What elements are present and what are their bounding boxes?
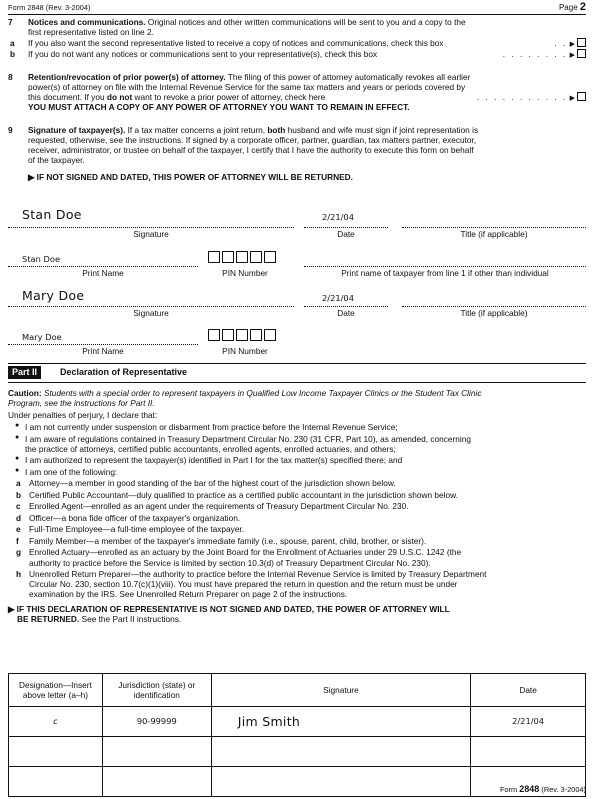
caption-title-1: Title (if applicable) (460, 229, 528, 239)
category-c: c Enrolled Agent—enrolled as an agent under the requirements of Treasury Department Circular No. 230. (16, 501, 409, 512)
caption-signature-2: Signature (133, 308, 169, 318)
line-7a: a If you also want the second representative listed to receive a copy of notices and communications, check this box . . ▶ (8, 38, 586, 48)
list-item: ● I am aware of regulations contained in Treasury Department Circular No. 230 (31 CFR, Part 10), as amended, concerning the practice of attorneys, certified public accountants, enrolled agents, enrolled actuaries, and others; (8, 434, 586, 454)
date-cell[interactable] (471, 737, 586, 767)
category-g: g Enrolled Actuary—enrolled as an actuary by the Joint Board for the Enrollment of Actuaries under 29 U.S.C. 1242 (the authority to practice before the Service is limited by section 10.3(d) of Treasury Department Circular No. 230). (16, 547, 462, 568)
table-row (9, 707, 586, 737)
part-2-title: Declaration of Representative (60, 367, 188, 377)
print-name-value-2[interactable]: Mary Doe (22, 332, 62, 342)
representative-table (8, 673, 586, 797)
print-name-value-1[interactable]: Stan Doe (22, 254, 61, 264)
category-d: d Officer—a bona fide officer of the taxpayer's organization. (16, 512, 241, 523)
date-line-1 (304, 227, 388, 228)
signature-line-2 (8, 306, 294, 307)
header-signature: Signature (211, 674, 470, 707)
caption-print-name-2: Print Name (82, 346, 124, 356)
print-name-line-2 (8, 344, 198, 345)
signature-cell[interactable] (211, 767, 470, 797)
checkbox-8[interactable] (577, 92, 586, 101)
caption-signature-1: Signature (133, 229, 169, 239)
signature-cell[interactable] (211, 737, 470, 767)
checkbox-7b[interactable] (577, 49, 586, 58)
caption-title-2: Title (if applicable) (460, 308, 528, 318)
part-2-label: Part II (8, 366, 41, 379)
line-7b: b If you do not want any notices or communications sent to your representative(s), check this box . . . . . . . . ▶ (8, 49, 586, 59)
signature-value-1[interactable]: Stan Doe (22, 207, 82, 222)
page-header (8, 3, 586, 15)
jurisdiction-cell[interactable] (102, 737, 211, 767)
declaration-intro: Under penalties of perjury, I declare that: (8, 410, 158, 421)
category-e: e Full-Time Employee—a full-time employee of the taxpayer. (16, 524, 245, 535)
date-value-2[interactable]: 2/21/04 (322, 293, 354, 303)
caution-note: Caution: Students with a special order to represent taxpayers in Qualified Low Income Taxpayer Clinics or the Student Tax Clinic Program, see the instructions for Part II. (8, 388, 482, 409)
representative-categories (8, 478, 586, 599)
pin-boxes-1[interactable] (208, 251, 276, 263)
caption-print-name-1: Print Name (82, 268, 124, 278)
signature-warning: ▶ IF NOT SIGNED AND DATED, THIS POWER OF ATTORNEY WILL BE RETURNED. (28, 172, 353, 183)
designation-cell[interactable]: c (9, 707, 103, 737)
list-item: ● I am one of the following: (8, 467, 586, 477)
table-row (9, 767, 586, 797)
declaration-warning: ▶ IF THIS DECLARATION OF REPRESENTATIVE IS NOT SIGNED AND DATED, THE POWER OF ATTORNEY WILL BE RETURNED. See the Part II instructions. (8, 604, 450, 625)
table-header-row (9, 674, 586, 707)
caption-pin-1: PIN Number (222, 268, 268, 278)
pin-boxes-2[interactable] (208, 329, 276, 341)
date-line-2 (304, 306, 388, 307)
jurisdiction-cell[interactable] (102, 767, 211, 797)
date-value-1[interactable]: 2/21/04 (322, 212, 354, 222)
header-jurisdiction: Jurisdiction (state) or identification (102, 674, 211, 707)
designation-cell[interactable] (9, 767, 103, 797)
table-row (9, 737, 586, 767)
caption-print-taxpayer: Print name of taxpayer from line 1 if other than individual (341, 268, 549, 278)
title-line-2 (402, 306, 586, 307)
part-2-body (8, 388, 586, 625)
line-7: 7 Notices and communications. Original notices and other written communications will be sent to you and a copy to the first representative listed on line 2. a If you also want the second representative listed to receive a copy of notices and communications, check this box . . ▶ b If you do not want any notices or communications sent to your representative(s), check this box . . . . . . . . ▶ (8, 17, 586, 59)
title-line-1 (402, 227, 586, 228)
designation-cell[interactable] (9, 737, 103, 767)
category-b: b Certified Public Accountant—duly qualified to practice as a certified public accountant in the jurisdiction shown below. (16, 489, 458, 500)
list-item: ● I am not currently under suspension or disbarment from practice before the Internal Revenue Service; (8, 422, 586, 432)
header-date: Date (471, 674, 586, 707)
print-name-line-1 (8, 266, 198, 267)
signature-value-2[interactable]: Mary Doe (22, 288, 85, 303)
list-item: ● I am authorized to represent the taxpayer(s) identified in Part I for the tax matter(s) specified there; and (8, 455, 586, 465)
caption-date-2: Date (337, 308, 355, 318)
line-9: 9 Signature of taxpayer(s). If a tax matter concerns a joint return, both husband and wife must sign if joint representation is requested, otherwise, see the instructions. If signed by a corporate officer, partner, guardian, tax matters partner, executor, receiver, administrator, or trustee on behalf of the taxpayer, I certify that I have the authority to execute this form on behalf of the taxpayer. ▶ IF NOT SIGNED AND DATED, THIS POWER OF ATTORNEY WILL BE RETURNED. (8, 125, 586, 183)
taxpayer-name-line (304, 266, 586, 267)
page-footer: Form 2848 (Rev. 3-2004) (499, 784, 586, 795)
category-f: f Family Member—a member of the taxpayer's immediate family (i.e., spouse, parent, child, brother, or sister). (16, 535, 427, 546)
jurisdiction-cell[interactable]: 90-99999 (102, 707, 211, 737)
caption-date-1: Date (337, 229, 355, 239)
category-a: a Attorney—a member in good standing of the bar of the highest court of the jurisdiction shown below. (16, 478, 396, 489)
category-h: h Unenrolled Return Preparer—the authority to practice before the Internal Revenue Service is limited by Treasury Department Circular No. 230, section 10.7(c)(1)(viii). You must have prepared the return in question and the return must be under examination by the IRS. See Unenrolled Return Preparer on page 2 of the instructions. (16, 569, 487, 600)
declaration-bullets (8, 422, 586, 477)
line-8: 8 Retention/revocation of prior power(s) of attorney. The filing of this power of attorney automatically revokes all earlier power(s) of attorney on file with the Internal Revenue Service for the same tax matters and years or periods covered by this document. If you do not want to revoke a prior power of attorney, check here . . . . . . . . . . . ▶ YOU MUST ATTACH A COPY OF ANY POWER OF ATTORNEY YOU WANT TO REMAIN IN EFFECT. (8, 72, 586, 112)
part-2-header (8, 363, 586, 383)
checkbox-7a[interactable] (577, 38, 586, 47)
header-designation: Designation—Insert above letter (a–h) (9, 674, 103, 707)
signature-line-1 (8, 227, 294, 228)
signature-cell[interactable]: Jim Smith (211, 707, 470, 737)
page-number: Page 2 (558, 1, 586, 13)
form-reference: Form 2848 (Rev. 3-2004) (8, 3, 91, 12)
date-cell[interactable]: 2/21/04 (471, 707, 586, 737)
caption-pin-2: PIN Number (222, 346, 268, 356)
